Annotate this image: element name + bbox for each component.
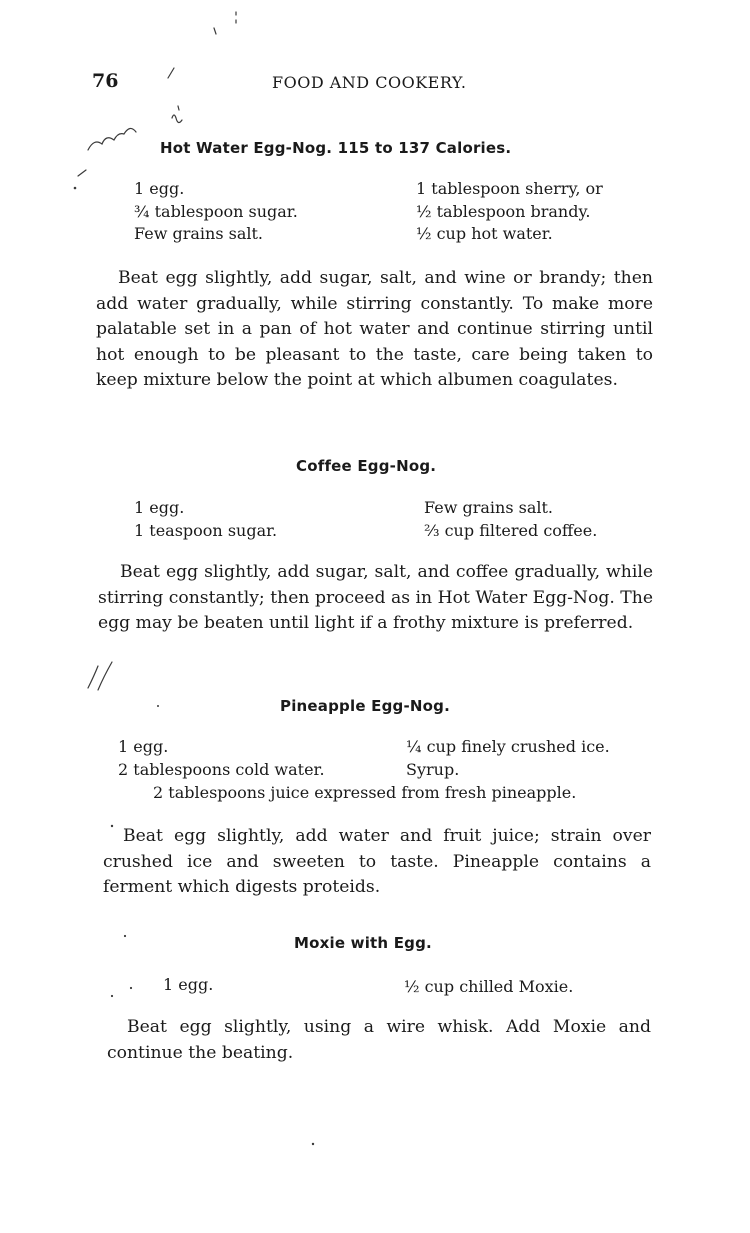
stray-dot	[157, 705, 159, 707]
stray-dot	[74, 187, 77, 190]
page-number: 76	[92, 70, 119, 92]
ingredient-item: 1 teaspoon sugar.	[134, 520, 278, 540]
stray-dot	[111, 825, 113, 827]
pencil-slash-marks	[88, 662, 112, 690]
pencil-tick	[168, 68, 174, 78]
stray-dot	[111, 995, 113, 997]
stray-dot	[312, 1143, 314, 1145]
recipe-title-moxie-with-egg: Moxie with Egg.	[294, 934, 432, 952]
pencil-scribble	[172, 106, 182, 123]
ingredient-item: 1 egg.	[134, 179, 185, 198]
ingredient-item: ¼ cup finely crushed ice.	[406, 737, 610, 756]
ingredient-item: Few grains salt.	[424, 498, 554, 517]
ingredient-item: Syrup.	[406, 759, 460, 779]
stray-mark	[214, 28, 216, 34]
directions-hot-water-egg-nog: Beat egg slightly, add sugar, salt, and wine or brandy; then add water gradually, while stirring constantly. To make more palatable set in a pan of hot water and continue stirring until hot enough to be pleasant to the taste, care being taken to keep mixture below the point at which albumen coagulates.	[96, 268, 653, 390]
recipe-title-hot-water-egg-nog: Hot Water Egg-Nog. 115 to 137 Calories.	[160, 139, 512, 157]
recipe-title-coffee-egg-nog: Coffee Egg-Nog.	[296, 457, 437, 475]
running-head: FOOD AND COOKERY.	[272, 73, 467, 92]
ingredient-item: ⅔ cup filtered coffee.	[424, 520, 598, 540]
stray-dot	[130, 987, 132, 989]
ingredient-item: ½ cup chilled Moxie.	[404, 977, 574, 996]
pencil-scribble	[78, 170, 86, 176]
directions-coffee-egg-nog: Beat egg slightly, add sugar, salt, and coffee gradually, while stirring constantly; then proceed as in Hot Water Egg-Nog. The egg may be beaten until light if a frothy mixture is preferred.	[98, 562, 653, 633]
ingredient-item: 2 tablespoons cold water.	[118, 759, 325, 779]
ingredient-item: 1 egg.	[134, 498, 185, 517]
ingredient-full-width-pineapple-egg-nog: 2 tablespoons juice expressed from fresh pineapple.	[153, 783, 577, 802]
ingredient-item: 1 tablespoon sherry, or	[416, 179, 603, 198]
ingredient-item: ½ cup hot water.	[416, 224, 553, 243]
ingredient-item: 1 egg.	[118, 737, 169, 756]
pencil-scribble	[88, 128, 136, 150]
directions-moxie-with-egg: Beat egg slightly, using a wire whisk. Add Moxie and continue the beating.	[107, 1017, 651, 1063]
ingredient-item: 1 egg.	[163, 975, 214, 994]
directions-pineapple-egg-nog: Beat egg slightly, add water and fruit juice; strain over crushed ice and sweeten to taste. Pineapple contains a ferment which digests proteids.	[103, 826, 651, 897]
ingredient-item: ¾ tablespoon sugar.	[134, 201, 298, 221]
stray-dot	[124, 935, 126, 937]
ingredient-item: ½ tablespoon brandy.	[416, 201, 591, 221]
ingredient-item: Few grains salt.	[134, 224, 264, 243]
recipe-title-pineapple-egg-nog: Pineapple Egg-Nog.	[280, 697, 450, 715]
